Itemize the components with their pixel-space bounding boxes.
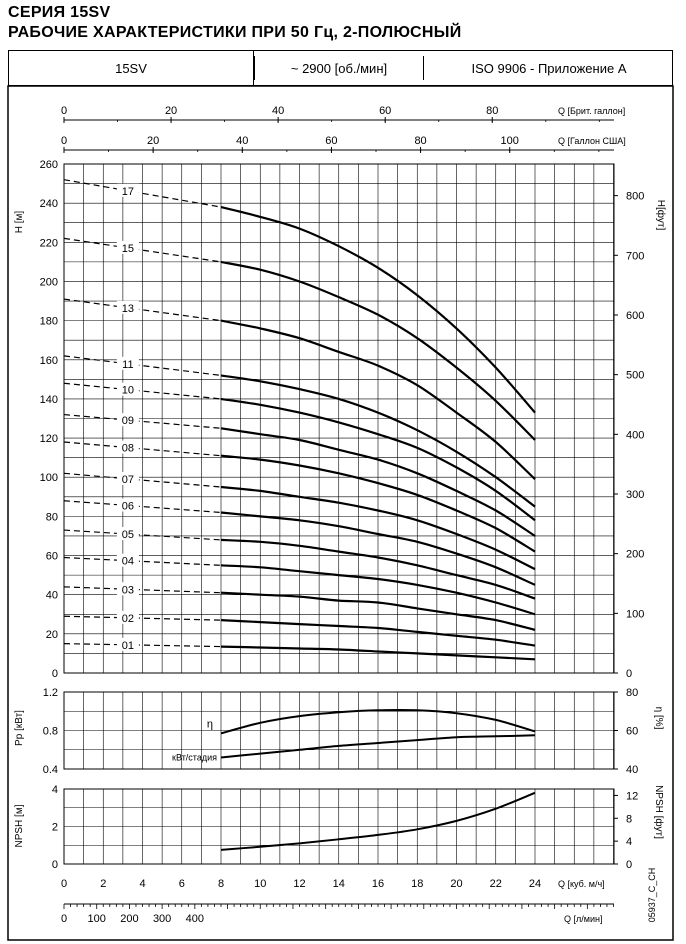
head-y-tick-label: 60 <box>45 550 58 563</box>
flow-x-tick-label: 24 <box>528 878 542 890</box>
npsh-ft-axis-label: NPSH [фут] <box>653 785 664 839</box>
brit-gallon-axis-tick-label: 20 <box>164 105 178 117</box>
outer-frame <box>8 86 673 940</box>
npsh-y-tick-label: 4 <box>51 784 58 796</box>
head-curve-label: 09 <box>121 415 134 428</box>
eff-y-axis-label: η [%] <box>653 706 664 730</box>
flow-x-tick-label: 8 <box>217 878 225 890</box>
head-curve-label: 11 <box>122 358 134 371</box>
flow-x-tick-label: 12 <box>293 878 306 890</box>
head-curve-label: 03 <box>121 584 134 597</box>
flow-x-tick-label: 14 <box>332 878 345 890</box>
us-gallon-axis-label: Q [Галлон США] <box>558 136 626 146</box>
brit-gallon-axis-label: Q [Брит. галлон] <box>558 106 626 116</box>
power-y-tick-label: 0.4 <box>42 764 58 776</box>
us-gallon-axis-tick-label: 0 <box>60 135 68 147</box>
head-ft-tick-label: 200 <box>626 548 645 561</box>
head-curve-label: 13 <box>121 302 134 315</box>
head-curve-label: 17 <box>121 185 134 198</box>
lmin-tick-label: 0 <box>60 913 68 925</box>
flow-x-axis-label: Q [куб. м/ч] <box>558 879 605 889</box>
head-y-tick-label: 0 <box>51 668 58 680</box>
head-ft-axis-label: H[фут] <box>655 199 666 231</box>
head-y-tick-label: 160 <box>39 354 58 367</box>
npsh-ft-tick-label: 8 <box>626 813 633 826</box>
head-y-tick-label: 180 <box>39 315 58 328</box>
head-y-tick-label: 220 <box>39 237 58 250</box>
head-curve-label: 06 <box>121 500 134 513</box>
head-y-tick-label: 260 <box>39 159 58 171</box>
head-curve-label: 07 <box>121 473 134 486</box>
document-code: 05937_C_CH <box>647 867 657 923</box>
lmin-tick-label: 300 <box>152 913 172 925</box>
head-ft-tick-label: 400 <box>626 429 645 442</box>
flow-x-tick-label: 22 <box>489 878 502 890</box>
head-y-tick-label: 140 <box>39 393 58 406</box>
page-subtitle: РАБОЧИЕ ХАРАКТЕРИСТИКИ ПРИ 50 Гц, 2-ПОЛЮСНЫЙ <box>8 24 462 41</box>
lmin-tick-label: 200 <box>120 913 139 925</box>
us-gallon-axis-tick-label: 40 <box>236 135 249 147</box>
flow-x-tick-label: 4 <box>139 878 146 890</box>
flow-x-tick-label: 20 <box>450 878 463 890</box>
head-ft-tick-label: 100 <box>626 608 645 621</box>
power-y-axis-label: Pp [кВт] <box>14 710 25 746</box>
head-ft-tick-label: 300 <box>626 488 645 501</box>
lmin-tick-label: 100 <box>87 913 106 925</box>
us-gallon-axis-tick-label: 60 <box>325 135 338 147</box>
head-ft-tick-label: 0 <box>626 668 633 680</box>
head-curve-label: 05 <box>121 529 134 542</box>
head-curve-label: 15 <box>121 242 134 255</box>
flow-x-tick-label: 18 <box>411 878 424 890</box>
flow-x-tick-label: 6 <box>178 878 185 890</box>
model-cell: 15SV <box>9 51 254 85</box>
flow-x-tick-label: 16 <box>371 878 385 890</box>
page-title: СЕРИЯ 15SV <box>8 4 111 21</box>
us-gallon-axis-tick-label: 100 <box>500 135 519 147</box>
npsh-ft-tick-label: 12 <box>626 790 639 803</box>
head-curve-label: 01 <box>121 639 134 652</box>
flow-x-tick-label: 10 <box>254 878 267 890</box>
npsh-y-axis-label: NPSH [м] <box>14 804 25 848</box>
head-y-tick-label: 240 <box>39 198 58 211</box>
brit-gallon-axis-tick-label: 80 <box>486 105 499 117</box>
head-y-tick-label: 100 <box>39 472 58 485</box>
brit-gallon-axis-tick-label: 0 <box>60 105 68 117</box>
head-ft-tick-label: 700 <box>626 250 645 263</box>
head-curve-label: 02 <box>121 612 134 625</box>
head-ft-tick-label: 500 <box>626 369 645 382</box>
head-y-axis-label: H [м] <box>14 210 25 234</box>
eff-tick-label: 80 <box>626 687 639 699</box>
head-ft-tick-label: 800 <box>626 190 645 203</box>
npsh-y-tick-label: 0 <box>51 859 58 871</box>
npsh-ft-tick-label: 0 <box>626 859 633 871</box>
brit-gallon-axis-tick-label: 40 <box>272 105 285 117</box>
eff-tick-label: 60 <box>626 725 639 738</box>
head-ft-tick-label: 600 <box>626 309 645 322</box>
brit-gallon-axis-tick-label: 60 <box>379 105 392 117</box>
lmin-axis-label: Q [л/мин] <box>564 914 603 924</box>
head-y-tick-label: 80 <box>45 511 58 524</box>
eff-tick-label: 40 <box>626 764 639 776</box>
standard-cell: ISO 9906 - Приложение A <box>471 60 627 76</box>
us-gallon-axis-tick-label: 80 <box>414 135 427 147</box>
efficiency-curve-label: η <box>206 718 213 731</box>
power-curve-label: кВт/стадия <box>172 752 217 763</box>
power-y-tick-label: 1.2 <box>42 687 58 699</box>
npsh-ft-tick-label: 4 <box>626 836 633 849</box>
flow-x-tick-label: 0 <box>60 878 68 890</box>
flow-x-tick-label: 2 <box>100 878 107 890</box>
head-y-tick-label: 120 <box>39 433 58 446</box>
head-y-tick-label: 200 <box>39 276 58 289</box>
power-y-tick-label: 0.8 <box>42 725 58 738</box>
us-gallon-axis-tick-label: 20 <box>147 135 160 147</box>
head-curve-label: 04 <box>121 555 134 568</box>
speed-label: ~ 2900 [об./мин] <box>254 56 424 80</box>
head-curve-label: 10 <box>121 384 134 397</box>
head-curve-label: 08 <box>121 442 134 455</box>
head-y-tick-label: 20 <box>45 628 58 641</box>
npsh-y-tick-label: 2 <box>51 821 58 834</box>
lmin-tick-label: 400 <box>185 913 205 925</box>
head-y-tick-label: 40 <box>45 589 58 602</box>
